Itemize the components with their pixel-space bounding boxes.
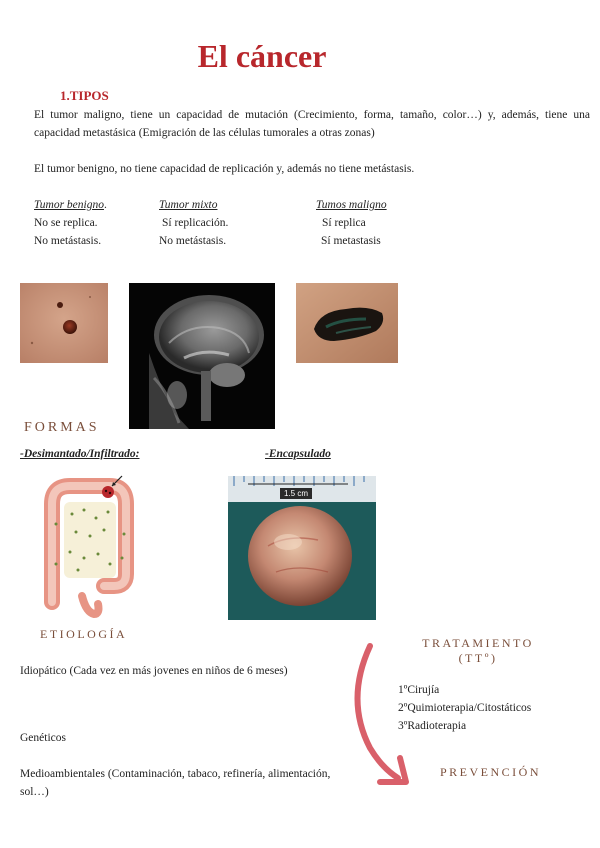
tratamiento-item: 3ºRadioterapia <box>398 720 467 732</box>
prevencion-heading: PREVENCIÓN <box>440 765 542 779</box>
forma-encapsulado-label: -Encapsulado <box>265 448 331 460</box>
column-line: Sí metastasis <box>321 235 381 247</box>
column-benigno: Tumor benigno. No se replica. No metástasis. <box>34 196 107 250</box>
benigno-paragraph: El tumor benigno, no tiene capacidad de replicación y, además no tiene metástasis. <box>34 163 415 175</box>
melanoma-image <box>296 283 398 363</box>
column-line: Sí replicación. <box>162 217 229 229</box>
forma-infiltrado-label: -Desimantado/Infiltrado: <box>20 448 140 460</box>
tratamiento-heading: TRATAMIENTO (TTº) <box>422 636 534 665</box>
encapsulated-tumor-image <box>228 476 376 620</box>
column-header-benigno: Tumor benigno <box>34 199 104 211</box>
etiologia-item-medioambientales: Medioambientales (Contaminación, tabaco, refinería, alimentación, sol…) <box>20 768 331 798</box>
column-line: No metástasis. <box>34 235 102 247</box>
formas-heading: FORMAS <box>24 420 100 435</box>
tratamiento-item: 1ºCirujía <box>398 684 440 696</box>
column-mixto <box>159 196 228 250</box>
benign-mole-image <box>20 283 108 363</box>
column-maligno <box>316 196 387 250</box>
column-line: No se replica. <box>34 217 98 229</box>
column-header-mixto: Tumor mixto <box>159 199 218 211</box>
maligno-paragraph: El tumor maligno, tiene un capacidad de mutación (Crecimiento, forma, tamaño, color…) y, además, tiene una capacidad metastásica (Emigración de las células tumorales a otras zonas) <box>34 109 590 139</box>
column-line: Sí replica <box>322 217 366 229</box>
etiologia-heading: ETIOLOGÍA <box>40 627 128 641</box>
tipos-heading: 1.TIPOS <box>60 88 109 103</box>
column-header-maligno: Tumos maligno <box>316 199 387 211</box>
tratamiento-list <box>398 681 531 735</box>
etiologia-item-idiopatico: Idiopático (Cada vez en más jovenes en niños de 6 meses) <box>20 665 288 677</box>
etiologia-item-geneticos: Genéticos <box>20 732 66 744</box>
mri-brain-image <box>129 283 275 429</box>
tratamiento-item: 2ºQuimioterapia/Citostáticos <box>398 702 532 714</box>
ruler-label: 1.5 cm <box>280 488 312 499</box>
page-title: El cáncer <box>197 38 327 74</box>
column-line: No metástasis. <box>159 235 227 247</box>
colon-illustration <box>34 474 134 622</box>
